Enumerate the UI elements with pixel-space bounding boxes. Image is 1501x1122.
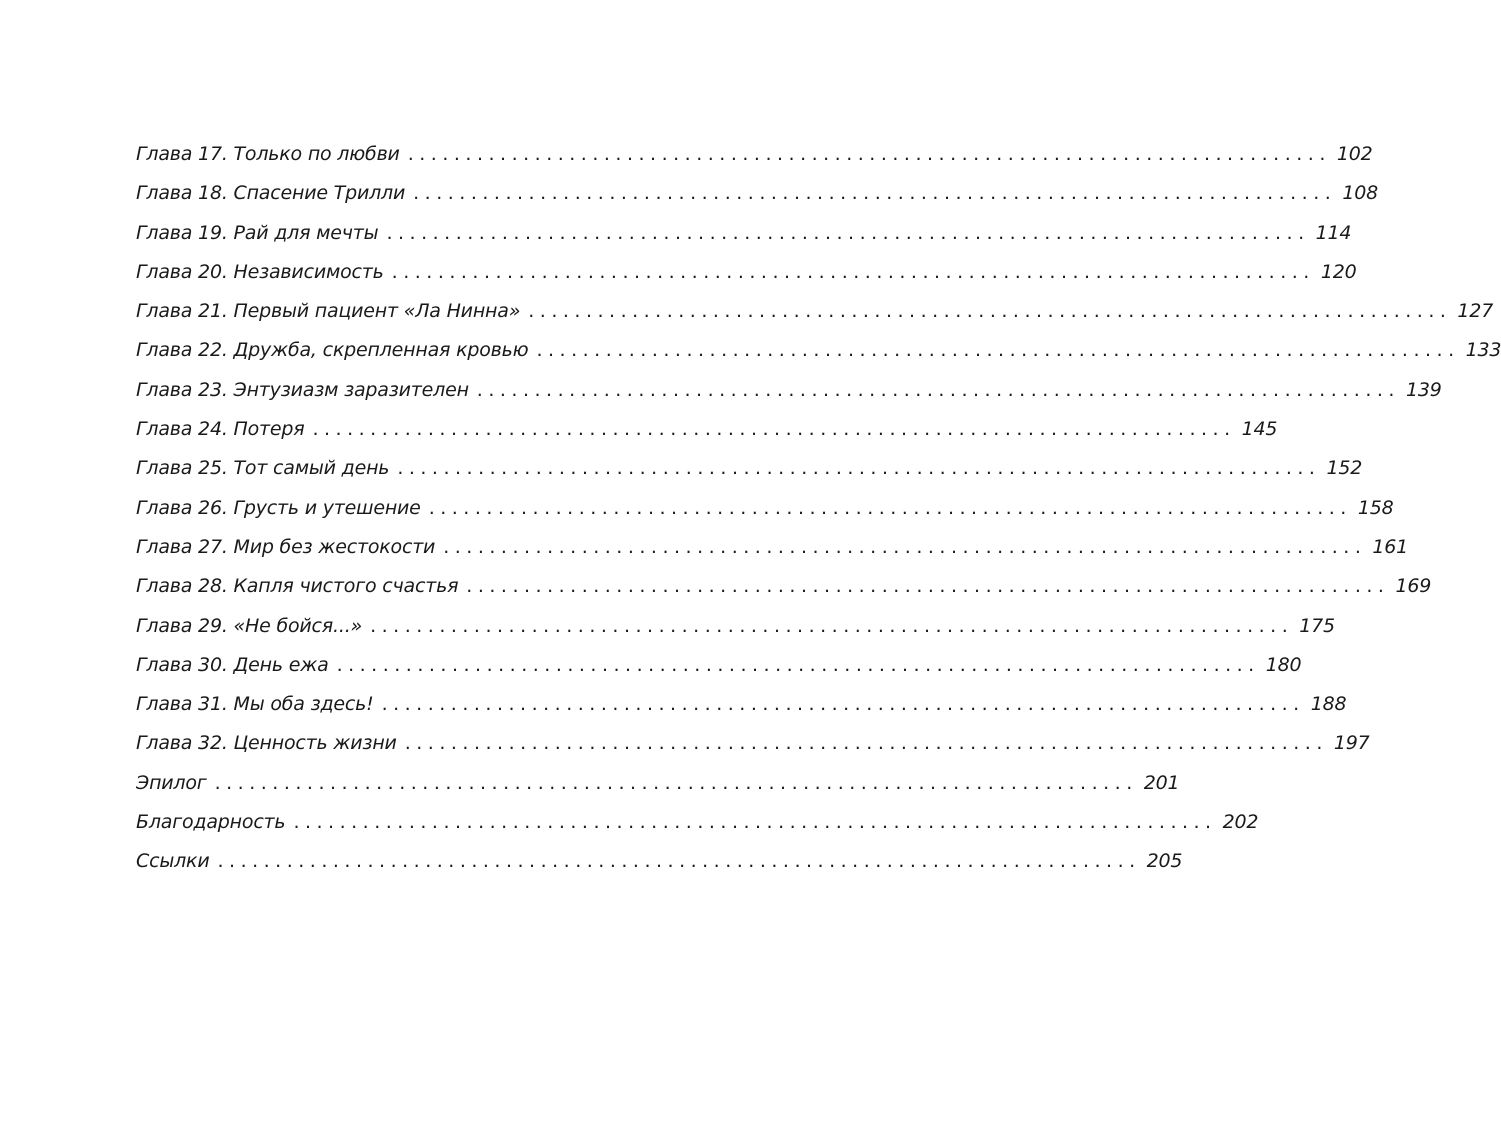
toc-entry[interactable] (136, 138, 1373, 177)
toc-entry-page: 152 (1326, 457, 1363, 480)
toc-entry-page: 114 (1315, 221, 1352, 244)
toc-entry-title: Глава 20. Независимость (136, 260, 384, 283)
toc-entry-page: 197 (1333, 732, 1370, 755)
toc-entry[interactable] (136, 767, 1180, 806)
dot-leader: ................................................................................ (443, 535, 1367, 558)
toc-entry-page: 120 (1320, 260, 1357, 283)
dot-leader: ................................................................................ (413, 182, 1337, 205)
dot-leader: ................................................................................ (336, 653, 1260, 676)
toc-entry-page: 127 (1457, 300, 1494, 323)
toc-entry[interactable] (136, 806, 1259, 845)
toc-entry-title: Глава 25. Тот самый день (136, 457, 390, 480)
toc-entry[interactable] (136, 727, 1370, 766)
toc-entry-page: 161 (1372, 535, 1409, 558)
toc-entry-title: Глава 24. Потеря (136, 418, 305, 441)
toc-entry-title: Глава 27. Мир без жестокости (136, 535, 436, 558)
toc-entry-title: Глава 32. Ценность жизни (136, 732, 397, 755)
toc-entry-title: Глава 31. Мы оба здесь! (136, 693, 374, 716)
toc-entry[interactable] (136, 649, 1302, 688)
toc-entry-page: 158 (1357, 496, 1394, 519)
dot-leader: ................................................................................ (381, 693, 1305, 716)
toc-entry-page: 102 (1336, 143, 1373, 165)
toc-entry-title: Глава 23. Энтузиазм заразителен (136, 378, 469, 401)
toc-entry[interactable] (136, 295, 1494, 334)
dot-leader: ................................................................................ (407, 143, 1331, 165)
toc-entry-page: 145 (1241, 418, 1278, 441)
dot-leader: ................................................................................ (370, 614, 1294, 637)
toc-entry[interactable] (136, 688, 1347, 727)
dot-leader: ................................................................................ (312, 418, 1236, 441)
toc-entry-title: Ссылки (136, 850, 210, 873)
dot-leader: ................................................................................ (397, 457, 1321, 480)
toc-entry-title: Глава 21. Первый пациент «Ла Нинна» (136, 300, 521, 323)
toc-entry-page: 205 (1146, 850, 1183, 873)
toc-entry[interactable] (136, 374, 1442, 413)
toc-entry-page: 175 (1299, 614, 1335, 637)
toc-entry[interactable] (136, 177, 1378, 216)
toc-entry[interactable] (136, 610, 1335, 649)
toc-entry[interactable] (136, 413, 1278, 452)
toc-entry[interactable] (136, 845, 1183, 884)
dot-leader: ................................................................................ (391, 260, 1315, 283)
toc-entry-title: Благодарность (136, 811, 286, 834)
dot-leader: ................................................................................ (466, 575, 1390, 598)
toc-entry-title: Глава 29. «Не бойся...» (136, 614, 363, 637)
dot-leader: ................................................................................ (428, 496, 1352, 519)
toc-entry-title: Глава 17. Только по любви (136, 143, 400, 165)
dot-leader: ................................................................................ (217, 850, 1141, 873)
dot-leader: ................................................................................ (528, 300, 1452, 323)
dot-leader: ................................................................................ (536, 339, 1460, 362)
toc-entry-page: 180 (1265, 653, 1302, 676)
toc-entry-page: 133 (1465, 339, 1501, 362)
toc-entry-title: Глава 26. Грусть и утешение (136, 496, 421, 519)
toc-entry-title: Глава 18. Спасение Трилли (136, 182, 406, 205)
dot-leader: ................................................................................ (293, 811, 1217, 834)
toc-entry-page: 108 (1342, 182, 1378, 205)
dot-leader: ................................................................................ (476, 378, 1400, 401)
dot-leader: ................................................................................ (404, 732, 1328, 755)
toc-entry-title: Глава 30. День ежа (136, 653, 329, 676)
toc-entry-title: Глава 19. Рай для мечты (136, 221, 379, 244)
toc-entry[interactable] (136, 531, 1409, 570)
toc-entry[interactable] (136, 452, 1363, 491)
table-of-contents (136, 138, 1501, 885)
toc-entry-title: Глава 28. Капля чистого счастья (136, 575, 459, 598)
toc-entry-page: 139 (1405, 378, 1442, 401)
toc-entry[interactable] (136, 256, 1357, 295)
toc-entry[interactable] (136, 492, 1394, 531)
toc-entry-title: Глава 22. Дружба, скрепленная кровью (136, 339, 529, 362)
toc-entry-page: 201 (1143, 771, 1180, 794)
toc-entry[interactable] (136, 570, 1432, 609)
dot-leader: ................................................................................ (214, 771, 1138, 794)
toc-entry-title: Эпилог (136, 771, 207, 794)
toc-entry-page: 202 (1222, 811, 1259, 834)
toc-entry-page: 188 (1310, 693, 1347, 716)
toc-entry-page: 169 (1395, 575, 1432, 598)
dot-leader: ................................................................................ (386, 221, 1310, 244)
toc-entry[interactable] (136, 334, 1501, 373)
toc-entry[interactable] (136, 217, 1352, 256)
